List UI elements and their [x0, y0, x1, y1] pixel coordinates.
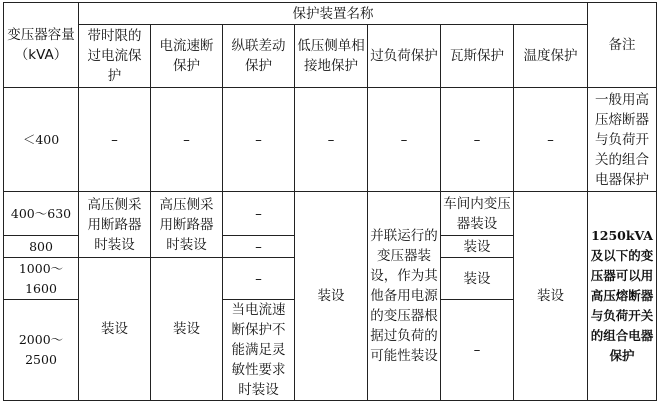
temperature-cell: 装设	[514, 192, 588, 401]
overload-cell: –	[368, 88, 441, 192]
gas-cell: 车间内变压器装设	[441, 192, 514, 236]
overcurrent-cell: 装设	[79, 258, 151, 401]
lv-ground-cell: 装设	[295, 192, 368, 401]
overload-cell: 并联运行的变压器装设，作为其他备用电源的变压器根据过负荷的可能性装设	[368, 192, 441, 401]
differential-cell: –	[223, 88, 295, 192]
table-row	[4, 88, 657, 192]
quickbreak-cell: 装设	[151, 258, 223, 401]
protection-table	[3, 2, 657, 401]
overcurrent-cell: –	[79, 88, 151, 192]
quickbreak-cell: –	[151, 88, 223, 192]
differential-cell: –	[223, 258, 295, 300]
overcurrent-cell: 高压侧采用断路器时装设	[79, 192, 151, 258]
capacity-cell: ＜400	[4, 88, 79, 192]
remarks-cell: 一般用高压熔断器与负荷开关的组合电器保护	[588, 88, 657, 192]
capacity-cell: 400～630	[4, 192, 79, 236]
capacity-cell: 2000～2500	[4, 300, 79, 401]
header-lv-ground: 低压侧单相接地保护	[295, 25, 368, 88]
gas-cell: –	[441, 300, 514, 401]
header-quickbreak: 电流速断保护	[151, 25, 223, 88]
header-overload: 过负荷保护	[368, 25, 441, 88]
header-gas: 瓦斯保护	[441, 25, 514, 88]
lv-ground-cell: –	[295, 88, 368, 192]
header-temperature: 温度保护	[514, 25, 588, 88]
gas-cell: 装设	[441, 258, 514, 300]
differential-cell: 当电流速断保护不能满足灵敏性要求时装设	[223, 300, 295, 401]
table-row	[4, 192, 657, 236]
temperature-cell: –	[514, 88, 588, 192]
capacity-cell: 1000～1600	[4, 258, 79, 300]
header-differential: 纵联差动保护	[223, 25, 295, 88]
remarks-cell	[588, 192, 657, 401]
remarks-text: 1250kVA及以下的变压器可以用高压熔断器与负荷开关的组合电器保护	[590, 228, 654, 363]
gas-cell: –	[441, 88, 514, 192]
header-remarks: 备注	[588, 3, 657, 88]
differential-cell: –	[223, 192, 295, 236]
differential-cell: –	[223, 236, 295, 258]
header-overcurrent: 带时限的过电流保护	[79, 25, 151, 88]
capacity-cell: 800	[4, 236, 79, 258]
gas-cell: 装设	[441, 236, 514, 258]
quickbreak-cell: 高压侧采用断路器时装设	[151, 192, 223, 258]
header-protection-group: 保护装置名称	[79, 3, 588, 25]
header-capacity: 变压器容量（kVA）	[4, 3, 79, 88]
